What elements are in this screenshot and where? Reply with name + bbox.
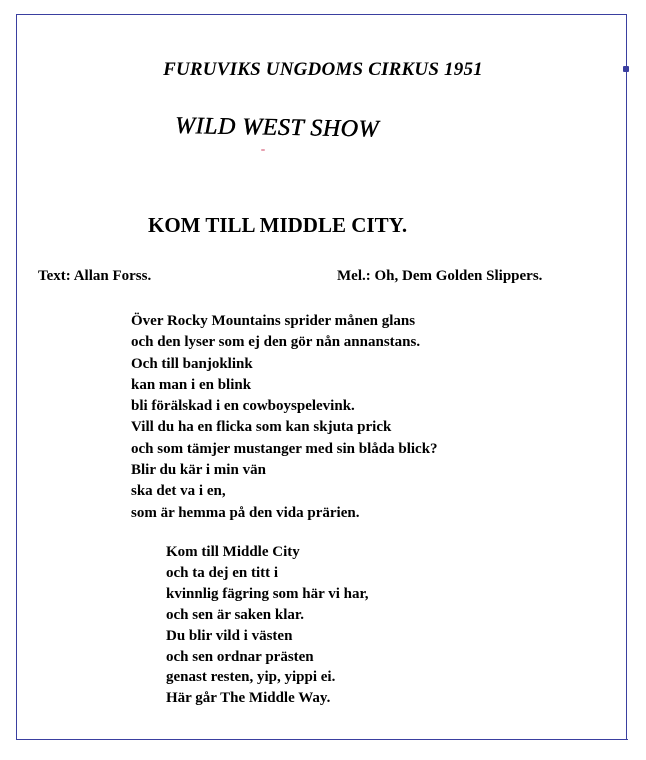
song-title: KOM TILL MIDDLE CITY. <box>148 213 408 237</box>
lyrics-credit: Text: Allan Forss. <box>38 268 152 284</box>
chorus-line: Här går The Middle Way. <box>166 690 331 707</box>
chorus-line: kvinnlig fägring som här vi har, <box>166 585 369 602</box>
page-frame-top-border <box>16 14 626 15</box>
verse-line: ska det va i en, <box>131 483 226 500</box>
verse-line: och den lyser som ej den gör nån annanstans. <box>131 334 421 351</box>
verse-line: bli förälskad i en cowboyspelevink. <box>131 398 355 415</box>
page-frame-left-border <box>16 14 17 740</box>
show-title: WILD WEST SHOW <box>174 113 380 143</box>
chorus-line: och sen ordnar prästen <box>166 648 314 665</box>
verse <box>131 311 438 524</box>
verse-line: som är hemma på den vida prärien. <box>131 504 360 521</box>
melody-credit: Mel.: Oh, Dem Golden Slippers. <box>337 268 543 284</box>
organization-title: FURUVIKS UNGDOMS CIRKUS 1951 <box>163 59 483 80</box>
verse-line: och som tämjer mustanger med sin blåda blick? <box>131 440 438 457</box>
chorus-line: Du blir vild i västen <box>166 627 293 644</box>
chorus-line: genast resten, yip, yippi ei. <box>166 669 336 686</box>
chorus-line: Kom till Middle City <box>166 544 300 560</box>
verse-line: Över Rocky Mountains sprider månen glans <box>131 313 416 329</box>
chorus-line: och sen är saken klar. <box>166 606 304 623</box>
verse-line: Blir du kär i min vän <box>131 462 266 479</box>
page-frame-bottom-border <box>16 739 628 740</box>
verse-line: Vill du ha en flicka som kan skjuta prick <box>131 419 392 436</box>
verse-line: kan man i en blink <box>131 376 252 393</box>
chorus <box>166 542 369 709</box>
verse-line: Och till banjoklink <box>131 355 253 372</box>
stray-ink-dot <box>261 149 265 151</box>
page-frame-right-border <box>626 14 627 740</box>
chorus-line: och ta dej en titt i <box>166 564 279 581</box>
